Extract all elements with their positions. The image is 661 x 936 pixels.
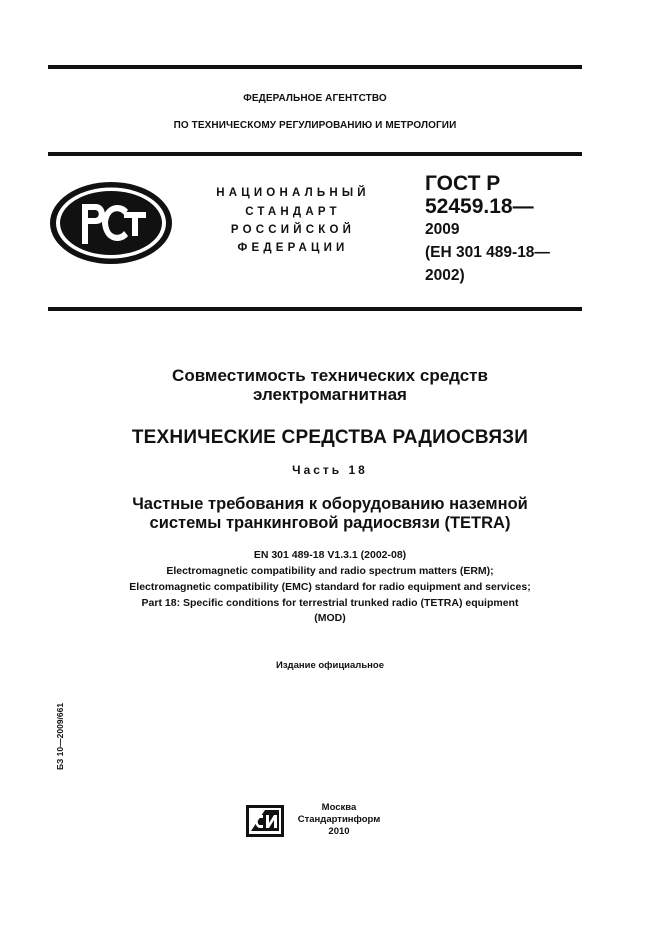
publisher-name: Стандартинформ — [297, 814, 381, 825]
title-line-1: Совместимость технических средств — [172, 366, 488, 385]
designation-line-3: 2009 — [425, 221, 460, 238]
designation-line-4: (ЕН 301 489-18— — [425, 244, 550, 261]
publisher-year: 2010 — [328, 826, 350, 837]
standard-type-word-4: ФЕДЕРАЦИИ — [237, 242, 349, 254]
standard-type-word-2: СТАНДАРТ — [245, 206, 341, 218]
gost-r-logo-icon — [48, 180, 174, 266]
subtitle-line-1: Частные требования к оборудованию наземной — [132, 495, 528, 513]
designation-line-1: ГОСТ Р — [425, 172, 501, 195]
part-label: Часть 18 — [292, 463, 368, 477]
publisher-city: Москва — [321, 802, 357, 813]
en-reference-line-3: Electromagnetic compatibility (EMC) standard for radio equipment and services; — [129, 581, 531, 593]
en-reference-line-1: EN 301 489-18 V1.3.1 (2002-08) — [253, 549, 407, 561]
standard-type-word-3: РОССИЙСКОЙ — [230, 224, 356, 236]
designation-line-2: 52459.18— — [425, 195, 534, 218]
bottom-rule — [48, 307, 582, 311]
agency-line-2: ПО ТЕХНИЧЕСКОМУ РЕГУЛИРОВАНИЮ И МЕТРОЛОГИИ — [173, 120, 457, 131]
side-code: БЗ 10—2009/661 — [55, 702, 65, 770]
subtitle-line-2: системы транкинговой радиосвязи (TETRA) — [149, 514, 511, 532]
standard-designation — [425, 172, 585, 287]
title-line-2: электромагнитная — [253, 385, 407, 404]
standard-type-word-1: НАЦИОНАЛЬНЫЙ — [216, 187, 370, 199]
publisher-block — [291, 802, 387, 838]
main-title: ТЕХНИЧЕСКИЕ СРЕДСТВА РАДИОСВЯЗИ — [131, 427, 529, 448]
top-rule — [48, 65, 582, 69]
standartinform-logo-icon — [245, 804, 285, 838]
en-reference-line-4: Part 18: Specific conditions for terrestrial trunked radio (TETRA) equipment — [141, 597, 519, 609]
en-reference-line-5: (MOD) — [314, 612, 346, 624]
en-reference-line-2: Electromagnetic compatibility and radio spectrum matters (ERM); — [166, 565, 494, 577]
designation-line-5: 2002) — [425, 267, 465, 284]
agency-line-1: ФЕДЕРАЛЬНОЕ АГЕНТСТВО — [243, 93, 387, 104]
middle-rule — [48, 152, 582, 156]
edition-label: Издание официальное — [276, 660, 384, 671]
